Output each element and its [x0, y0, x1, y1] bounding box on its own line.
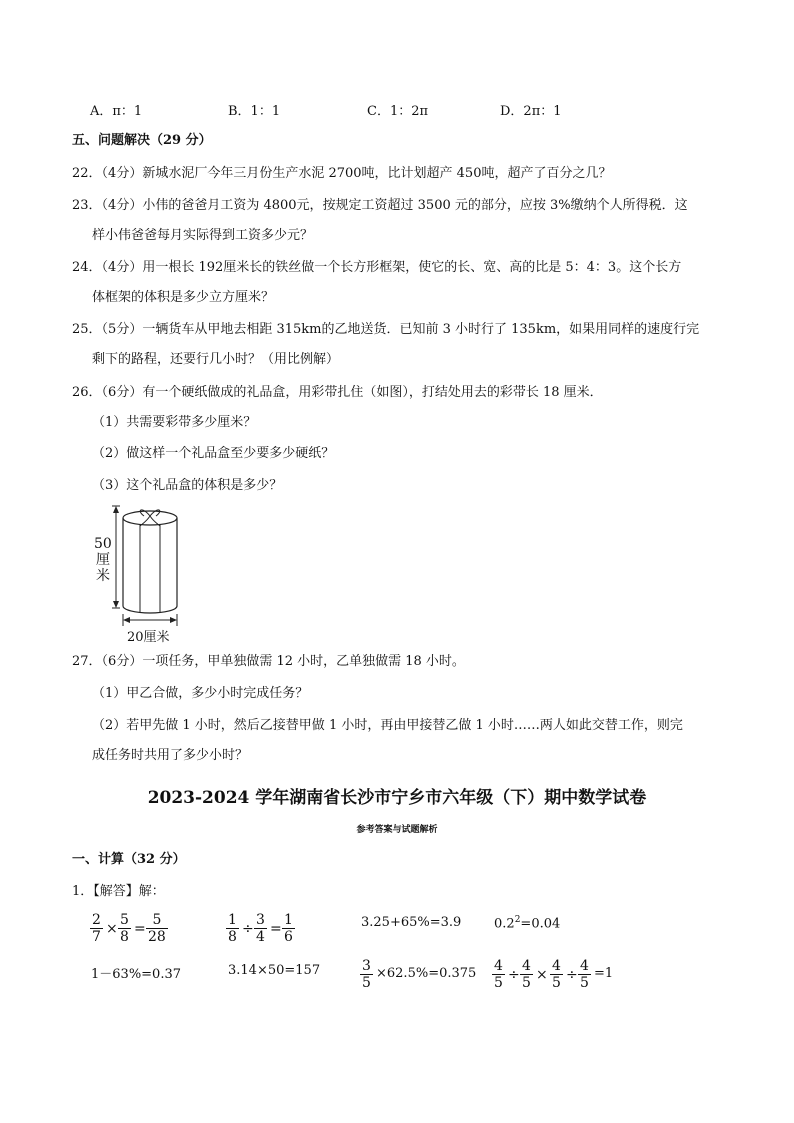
fraction: $\frac{1}{6}$ — [284, 912, 293, 945]
equals: = — [134, 921, 146, 937]
question-23-line1: 23．（4分）小伟的爸爸月工资为 4800元，按规定工资超过 3500 元的部分，应按 3%缴纳个人所得税．这 — [72, 198, 688, 213]
question-27-sub2-line1: （2）若甲先做 1 小时，然后乙接替甲做 1 小时，再由甲接替乙做 1 小时……两人如此交替工作，则完 — [92, 718, 683, 733]
calc-8-rest: =1 — [594, 966, 614, 981]
fraction: $\frac{2}{7}$ — [92, 912, 101, 945]
question-26-sub1: （1）共需要彩带多少厘米？ — [92, 415, 257, 430]
choice-c: C．1：2π — [367, 104, 429, 119]
question-22: 22．（4分）新城水泥厂今年三月份生产水泥 2700吨，比计划超产 450吨，超产了百分之几？ — [72, 166, 612, 181]
operator: × — [106, 921, 118, 937]
calc-3: 3.25+65%=3.9 — [361, 915, 462, 930]
fraction: $\frac{1}{8}$ — [228, 912, 237, 945]
fraction: $\frac{4}{5}$ — [494, 958, 503, 991]
question-27-sub2-line2: 成任务时共用了多少小时？ — [92, 748, 249, 763]
fraction: $\frac{5}{8}$ — [120, 912, 129, 945]
question-27-line1: 27．（6分）一项任务，甲单独做需 12 小时，乙单独做需 18 小时。 — [72, 654, 465, 669]
section5-heading: 五、问题解决（29 分） — [72, 133, 212, 148]
operator: ÷ — [508, 967, 520, 983]
question-23-line2: 样小伟爸爸每月实际得到工资多少元？ — [92, 228, 314, 243]
calc-4: $0.2^2=0.04$ — [494, 915, 561, 932]
question-24-line2: 体框架的体积是多少立方厘米？ — [92, 290, 275, 305]
answer1-label: 1．【解答】解： — [72, 884, 165, 899]
fraction: $\frac{5}{28}$ — [148, 912, 166, 945]
document-title: 2023-2024 学年湖南省长沙市宁乡市六年级（下）期中数学试卷 — [147, 788, 647, 808]
choice-d: D．2π：1 — [500, 104, 562, 119]
choice-b: B．1：1 — [228, 104, 281, 119]
choice-a: A．π：1 — [90, 104, 143, 119]
height-label-unit2: 米 — [96, 568, 110, 584]
bow-icon — [140, 510, 160, 526]
fraction: $\frac{4}{5}$ — [522, 958, 531, 991]
fraction: $\frac{3}{5}$ — [362, 958, 371, 991]
question-24-line1: 24．（4分）用一根长 192厘米长的铁丝做一个长方形框架，使它的长、宽、高的比是 5：4：3。这个长方 — [72, 260, 682, 275]
height-label-number: 50 — [94, 536, 112, 552]
height-label-unit1: 厘 — [96, 552, 110, 568]
fraction: $\frac{3}{4}$ — [256, 912, 265, 945]
question-26-line1: 26．（6分）有一个硬纸做成的礼品盒，用彩带扎住（如图），打结处用去的彩带长 18 厘米． — [72, 385, 603, 400]
diameter-label: 20厘米 — [127, 630, 170, 645]
question-27-sub1: （1）甲乙合做，多少小时完成任务？ — [92, 686, 309, 701]
fraction: $\frac{4}{5}$ — [552, 958, 561, 991]
operator: × — [536, 967, 548, 983]
calc-6: 3.14×50=157 — [228, 963, 321, 978]
document-subtitle: 参考答案与试题解析 — [356, 825, 438, 835]
operator: ÷ — [566, 967, 578, 983]
question-25-line2: 剩下的路程，还要行几小时？（用比例解） — [92, 352, 340, 367]
fraction: $\frac{4}{5}$ — [580, 958, 589, 991]
question-25-line1: 25．（5分）一辆货车从甲地去相距 315km的乙地送货．已知前 3 小时行了 135km，如果用同样的速度行完 — [72, 322, 700, 337]
calc-7-rest: ×62.5%=0.375 — [376, 966, 477, 981]
equals: = — [270, 921, 282, 937]
calc-5: 1－63%=0.37 — [91, 967, 182, 982]
operator: ÷ — [242, 921, 254, 937]
question-26-sub2: （2）做这样一个礼品盒至少要多少硬纸？ — [92, 446, 335, 461]
section1-heading: 一、计算（32 分） — [72, 852, 186, 867]
question-26-sub3: （3）这个礼品盒的体积是多少？ — [92, 478, 283, 493]
